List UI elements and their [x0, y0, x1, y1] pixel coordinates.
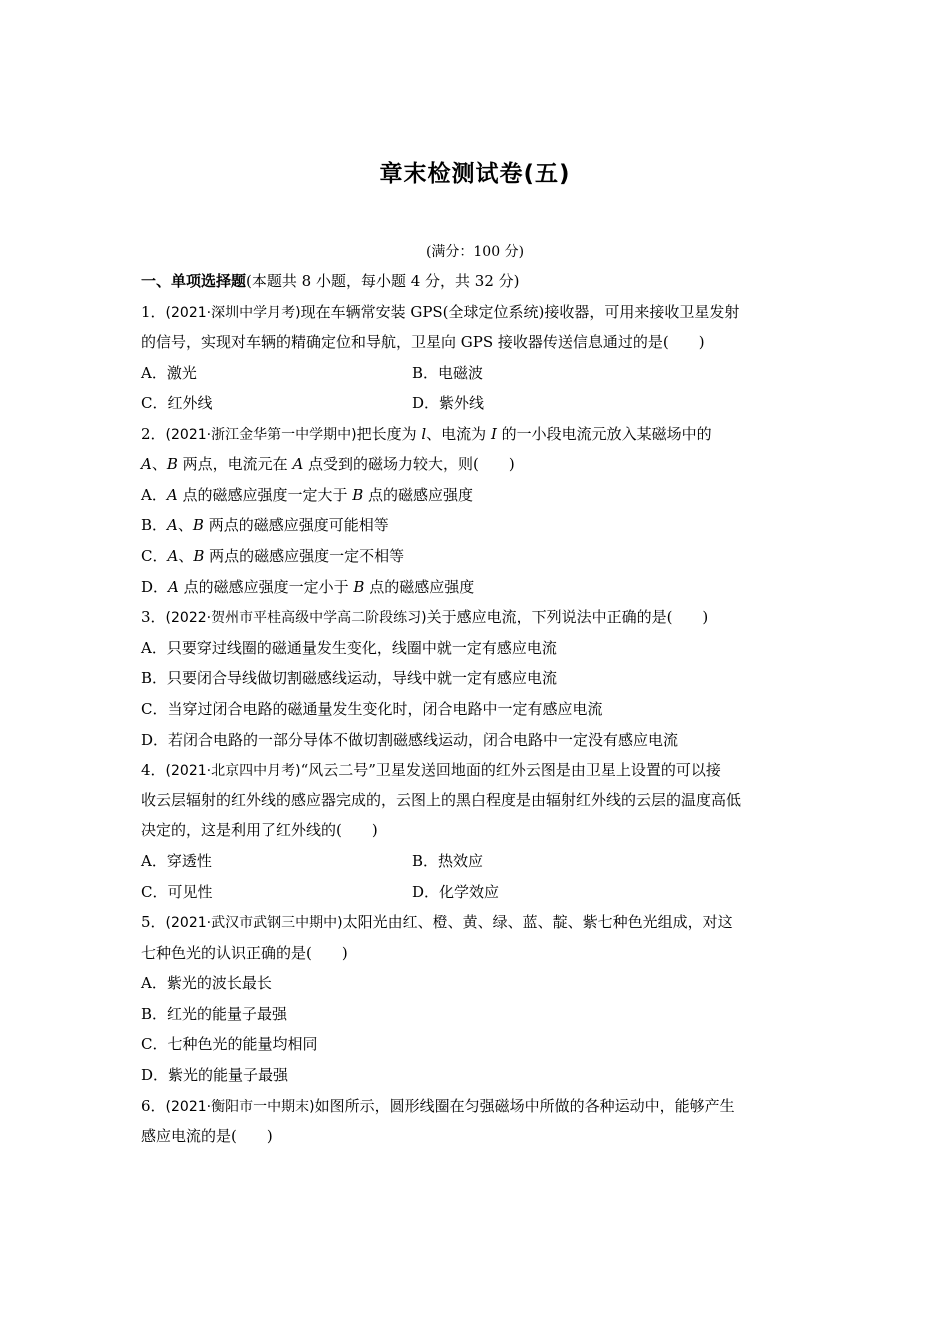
q3-option-b: B．只要闭合导线做切割磁感线运动，导线中就一定有感应电流	[141, 669, 558, 687]
q3-stem-line-1: 3．(2022·贺州市平桂高级中学高二阶段练习)关于感应电流，下列说法中正确的是( )	[141, 608, 709, 626]
q2-source: (2021·浙江金华第一中学期中)	[165, 427, 357, 443]
q5-option-c: C．七种色光的能量均相同	[141, 1035, 318, 1053]
q5-stem-line-2: 七种色光的认识正确的是( )	[141, 944, 348, 962]
q4-source: (2021·北京四中月考)	[165, 763, 301, 779]
q1-source: (2021·深圳中学月考)	[165, 305, 301, 321]
q5-option-b: B．红光的能量子最强	[141, 1005, 288, 1023]
q2-option-d: D．A 点的磁感应强度一定小于 B 点的磁感应强度	[141, 578, 475, 596]
q5-stem-line-1: 5．(2021·武汉市武钢三中期中)太阳光由红、橙、黄、绿、蓝、靛、紫七种色光组成，对这	[141, 913, 733, 931]
q4-option-b: B．热效应	[412, 852, 484, 870]
q5-option-d: D．紫光的能量子最强	[141, 1066, 289, 1084]
q4-stem-line-3: 决定的，这是利用了红外线的( )	[141, 821, 378, 839]
q4-option-a: A．穿透性	[141, 852, 212, 870]
q1-option-d: D．紫外线	[412, 394, 485, 412]
q1-stem-line-1: 1．(2021·深圳中学月考)现在车辆常安装 GPS(全球定位系统)接收器，可用来接收卫星发射	[141, 303, 740, 321]
q3-option-d: D．若闭合电路的一部分导体不做切割磁感线运动，闭合电路中一定没有感应电流	[141, 731, 679, 749]
section-heading	[141, 271, 821, 291]
q2-option-b: B．A、B 两点的磁感应强度可能相等	[141, 516, 389, 534]
q5-source: (2021·武汉市武钢三中期中)	[165, 915, 343, 931]
q4-option-d: D．化学效应	[412, 883, 500, 901]
q2-stem-line-2: A、B 两点，电流元在 A 点受到的磁场力较大，则( )	[141, 455, 515, 473]
page-title: 章末检测试卷(五)	[379, 161, 571, 187]
q1-stem-line-2: 的信号，实现对车辆的精确定位和导航，卫星向 GPS 接收器传送信息通过的是( )	[141, 333, 705, 351]
q5-option-a: A．紫光的波长最长	[141, 974, 272, 992]
q1-option-c: C．红外线	[141, 394, 213, 412]
q2-option-c: C．A、B 两点的磁感应强度一定不相等	[141, 547, 405, 565]
q4-option-c: C．可见性	[141, 883, 213, 901]
q3-option-c: C．当穿过闭合电路的磁通量发生变化时，闭合电路中一定有感应电流	[141, 700, 603, 718]
q1-option-a: A．激光	[141, 364, 197, 382]
q3-option-a: A．只要穿过线圈的磁通量发生变化，线圈中就一定有感应电流	[141, 639, 557, 657]
q1-option-b: B．电磁波	[412, 364, 484, 382]
q2-option-a: A．A 点的磁感应强度一定大于 B 点的磁感应强度	[141, 486, 474, 504]
full-score: (满分：100 分)	[425, 244, 525, 260]
q6-stem-line-2: 感应电流的是( )	[141, 1127, 273, 1145]
q4-stem-line-1: 4．(2021·北京四中月考)“风云二号”卫星发送回地面的红外云图是由卫星上设置的可以接	[141, 761, 721, 779]
q6-stem-line-1: 6．(2021·衡阳市一中期末)如图所示，圆形线圈在匀强磁场中所做的各种运动中，能够产生	[141, 1097, 735, 1115]
q3-source: (2022·贺州市平桂高级中学高二阶段练习)	[165, 610, 427, 626]
q4-stem-line-2: 收云层辐射的红外线的感应器完成的，云图上的黑白程度是由辐射红外线的云层的温度高低	[141, 791, 742, 809]
section-desc: (本题共 8 小题，每小题 4 分，共 32 分)	[246, 272, 520, 290]
section-label: 一、单项选择题	[141, 272, 247, 290]
q6-source: (2021·衡阳市一中期末)	[165, 1099, 315, 1115]
q2-stem-line-1: 2．(2021·浙江金华第一中学期中)把长度为 l、电流为 I 的一小段电流元放入某磁场中的	[141, 425, 712, 443]
